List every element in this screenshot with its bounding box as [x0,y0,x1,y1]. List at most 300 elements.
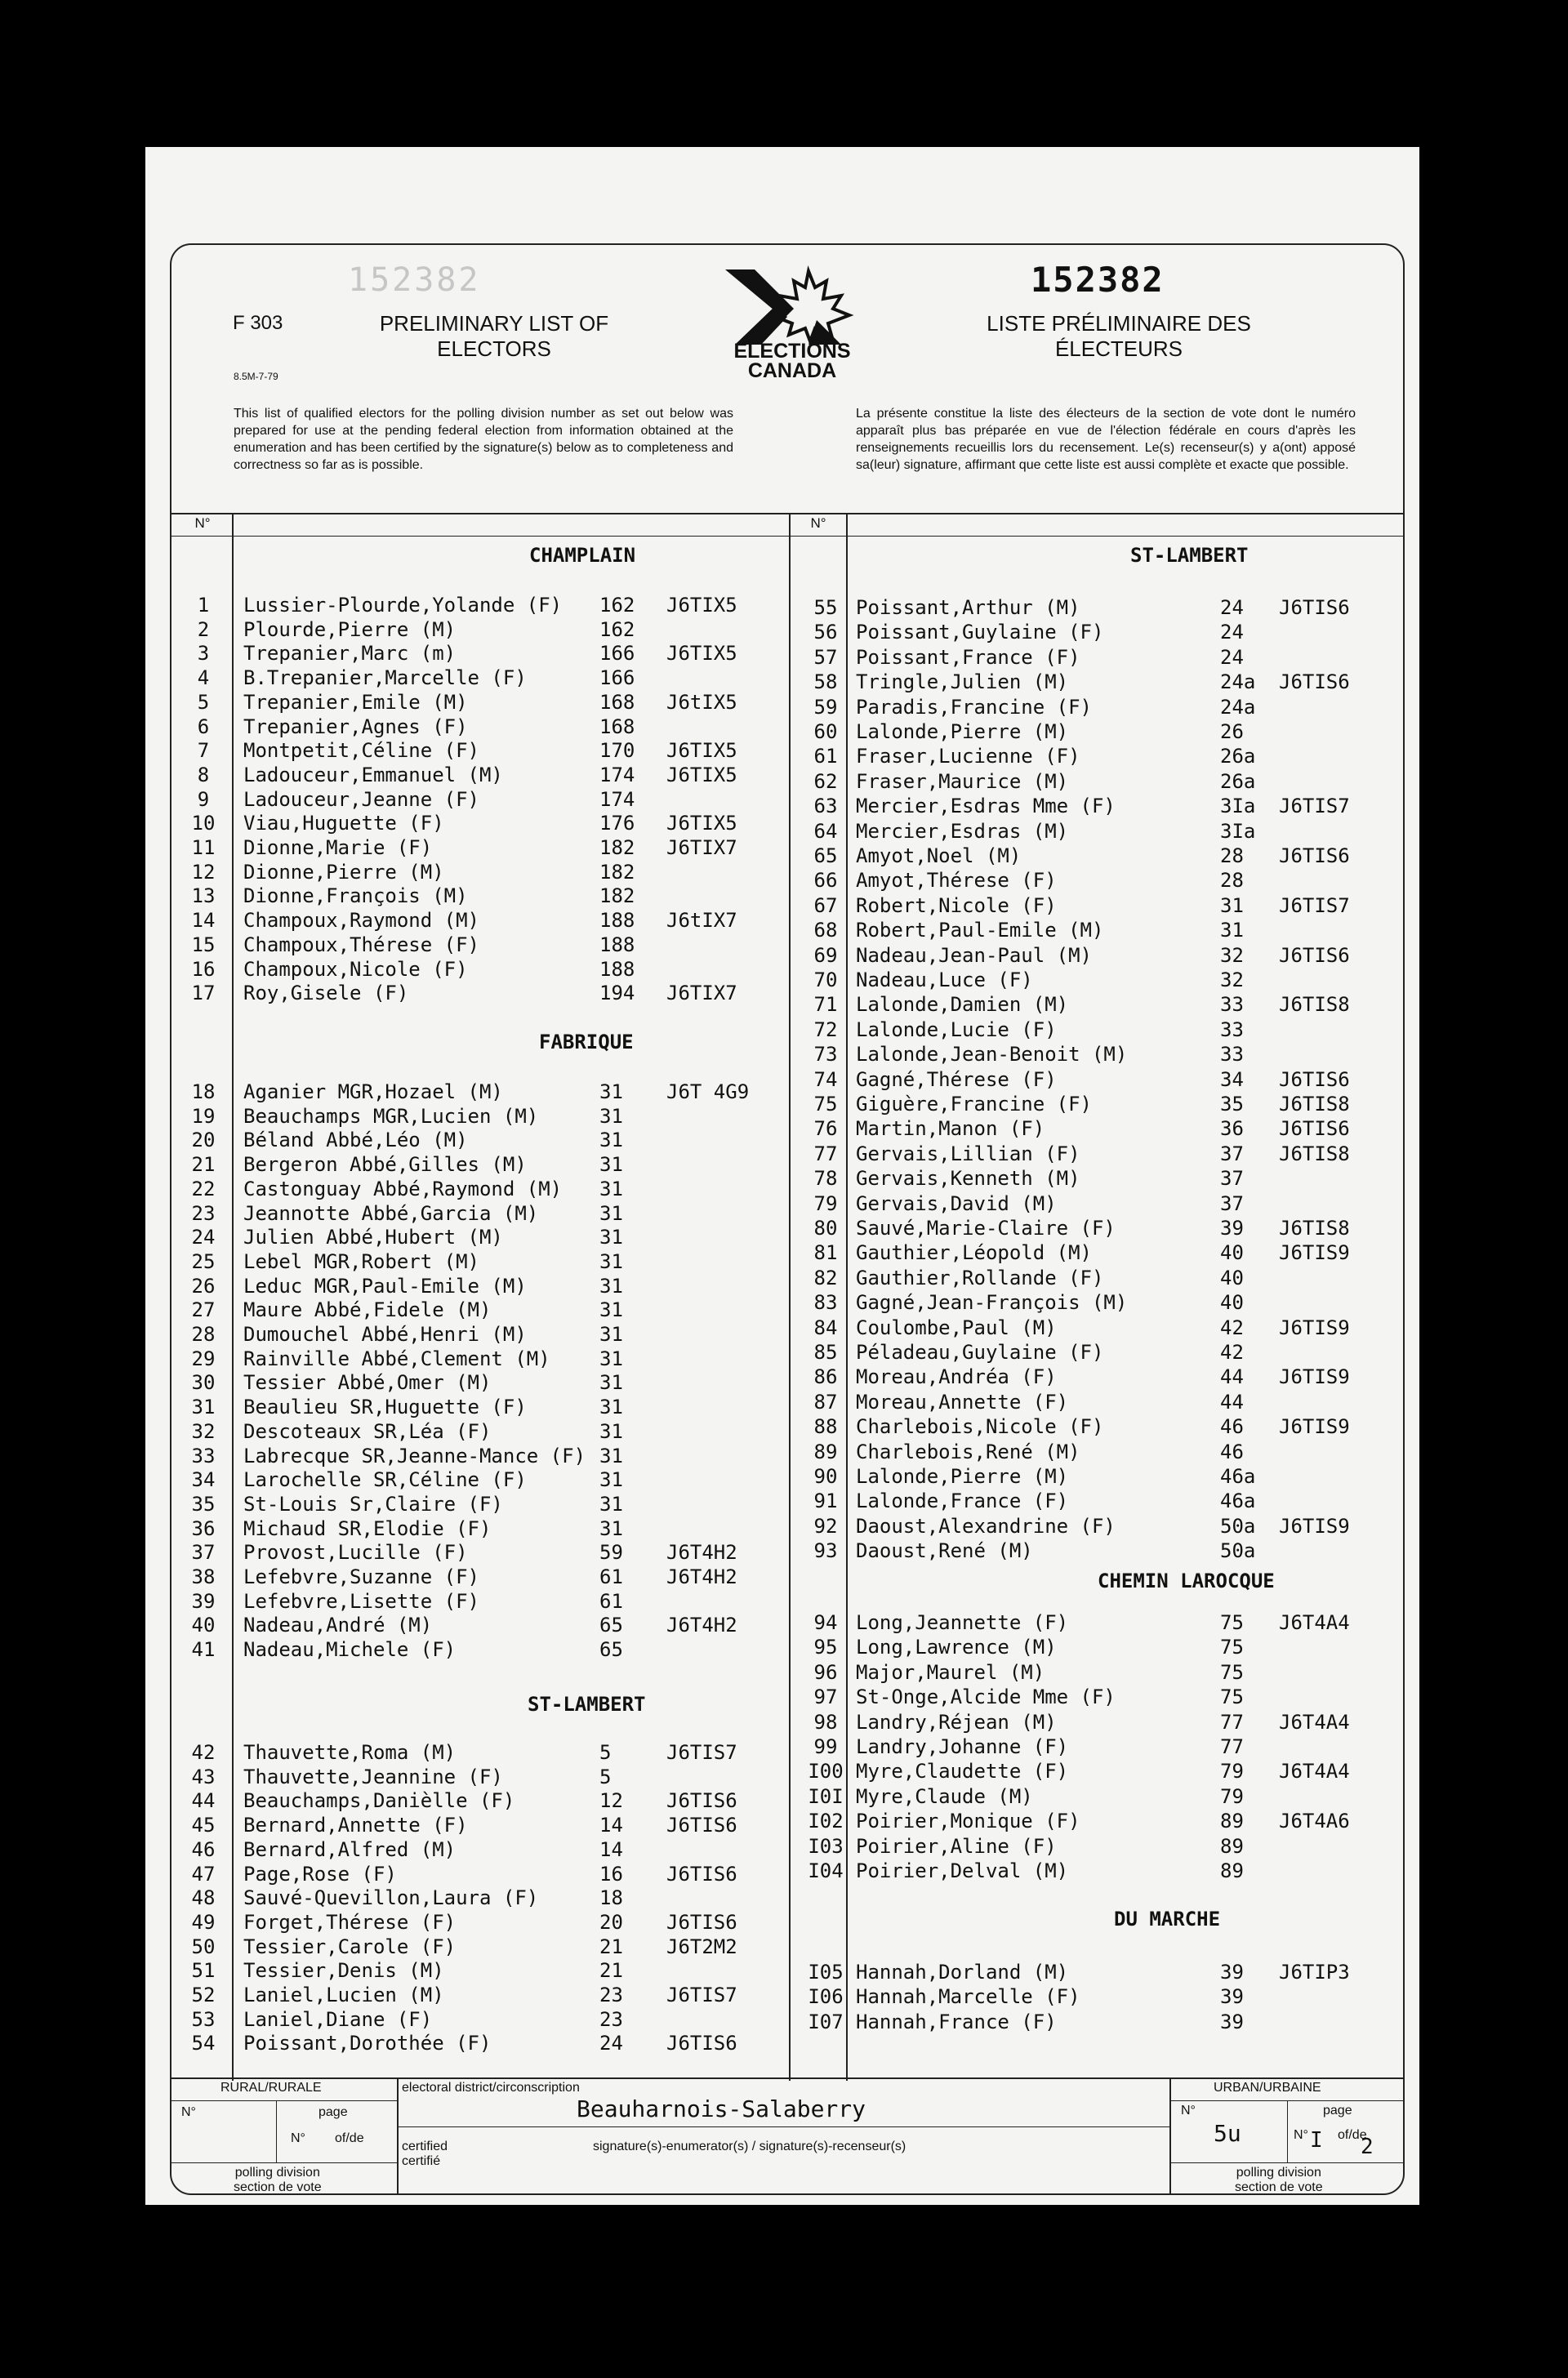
elector-number: 39 [191,1589,216,1613]
elector-address: 61 [599,1589,623,1613]
elector-address: 40 [1220,1241,1244,1265]
elector-name: Bernard,Annette (F) [243,1814,468,1837]
elector-name: Gauthier,Rollande (F) [856,1266,1104,1289]
elector-address: 182 [599,836,635,859]
elector-number: 82 [813,1266,838,1289]
col-no-right: N° [810,515,826,531]
elector-address: 166 [599,666,635,690]
elector-number: 83 [813,1291,838,1315]
elector-postal-code: J6T2M2 [666,1935,737,1958]
elector-address: 182 [599,884,635,908]
elector-number: 47 [191,1862,216,1886]
elector-address: 31 [599,1396,623,1419]
elector-address: 31 [599,1468,623,1492]
footer-rural-divider [397,2077,399,2195]
elector-name: Lebel MGR,Robert (M) [243,1249,479,1273]
elector-number: 8 [197,763,210,786]
elector-address: 31 [599,1444,623,1467]
elector-name: Béland Abbé,Léo (M) [243,1129,468,1152]
elector-address: 26a [1220,769,1256,793]
elector-number: 21 [191,1153,216,1177]
elector-number: 94 [813,1611,838,1634]
elector-address: 24a [1220,695,1256,719]
elector-address: 31 [1220,893,1244,917]
elector-number: 36 [191,1516,216,1540]
elector-name: Lalonde,Pierre (M) [856,1465,1069,1488]
elector-number: 58 [813,670,838,694]
elector-number: 2 [197,617,210,641]
elector-number: 27 [191,1298,216,1322]
elector-number: 19 [191,1104,216,1128]
elector-postal-code: J6TIS6 [1279,1117,1350,1141]
elector-address: 31 [599,1153,623,1177]
elector-name: Coulombe,Paul (M) [856,1316,1057,1339]
elector-number: 53 [191,2007,216,2031]
elector-address: 37 [1220,1142,1244,1165]
certified-label-1: certified [402,2140,448,2153]
elector-postal-code: J6TIS9 [1279,1514,1350,1538]
elector-address: 40 [1220,1291,1244,1315]
elector-address: 3Ia [1220,819,1256,843]
elector-address: 31 [599,1419,623,1443]
elector-number: 28 [191,1323,216,1346]
district-value: Beauharnois-Salaberry [577,2095,866,2122]
elector-number: 57 [813,645,838,669]
elector-address: 65 [599,1638,623,1662]
elector-number: 84 [813,1316,838,1339]
elector-name: Lalonde,Pierre (M) [856,720,1069,743]
section-title-st-lambert-left: ST-LAMBERT [528,1693,646,1716]
elector-name: Poissant,France (F) [856,645,1080,669]
elector-address: 31 [599,1129,623,1152]
urban-label: URBAN/URBAINE [1214,2081,1321,2095]
elector-number: 46 [191,1837,216,1861]
elector-number: 7 [197,739,210,763]
elector-number: 98 [813,1710,838,1734]
elector-number: 63 [813,795,838,818]
elector-name: Lefebvre,Suzanne (F) [243,1565,479,1588]
elector-name: Thauvette,Jeannine (F) [243,1765,503,1788]
elector-address: 75 [1220,1686,1244,1709]
elector-number: 23 [191,1201,216,1225]
elector-postal-code: J6TIX5 [666,739,737,763]
elector-address: 39 [1220,2010,1244,2033]
elector-address: 174 [599,787,635,811]
elector-number: 72 [813,1018,838,1041]
elector-name: Poirier,Aline (F) [856,1834,1057,1858]
elector-name: Trepanier,Emile (M) [243,690,468,714]
elector-number: 35 [191,1492,216,1516]
elector-postal-code: J6T4A6 [1279,1810,1350,1833]
elector-address: 59 [599,1541,623,1565]
elector-name: Amyot,Thérese (F) [856,869,1057,893]
footer-rural-rule [170,2100,397,2101]
footer-top-rule [170,2077,1405,2079]
elector-number: 99 [813,1735,838,1758]
form-date: 8.5M-7-79 [234,371,278,382]
elector-address: 170 [599,739,635,763]
urban-page-no-label: N° [1294,2128,1308,2142]
elector-address: 35 [1220,1093,1244,1116]
elector-name: Moreau,Annette (F) [856,1390,1069,1414]
elector-name: Lalonde,Jean-Benoit (M) [856,1043,1128,1067]
col-no-left: N° [194,515,211,531]
elector-postal-code: J6TIS9 [1279,1365,1350,1389]
urban-no-value: 5u [1214,2120,1241,2147]
elector-number: 56 [813,621,838,644]
elector-address: 65 [599,1614,623,1637]
elector-postal-code: J6T4A4 [1279,1611,1350,1634]
rural-label: RURAL/RURALE [220,2081,322,2095]
elector-address: 194 [599,982,635,1005]
elector-name: Gervais,Kenneth (M) [856,1167,1080,1191]
elector-name: Daoust,Alexandrine (F) [856,1514,1116,1538]
elector-number: 11 [191,836,216,859]
elector-name: Sauvé,Marie-Claire (F) [856,1217,1116,1240]
district-label: electoral district/circonscription [402,2081,580,2095]
elector-postal-code: J6TIS7 [1279,795,1350,818]
elector-number: 77 [813,1142,838,1165]
rural-page-of-label: of/de [335,2131,364,2145]
elector-postal-code: J6TIS8 [1279,1142,1350,1165]
footer-urban-divider [1169,2077,1171,2195]
elector-address: 46 [1220,1415,1244,1439]
elector-name: Michaud SR,Elodie (F) [243,1516,492,1540]
elector-name: Champoux,Nicole (F) [243,957,468,981]
elector-number: 9 [197,787,210,811]
elector-name: Provost,Lucille (F) [243,1541,468,1565]
elector-number: 59 [813,695,838,719]
elector-number: 43 [191,1765,216,1788]
elector-address: 24 [1220,621,1244,644]
elector-postal-code: J6TIS7 [1279,893,1350,917]
elector-name: Fraser,Lucienne (F) [856,745,1080,768]
urban-page-of-value: 2 [1361,2135,1374,2159]
urban-polling-label-1: polling division [1236,2166,1321,2180]
elector-name: Lussier-Plourde,Yolande (F) [243,594,563,617]
elector-postal-code: J6TIS7 [666,1984,737,2006]
logo-text [704,341,880,381]
elector-address: 182 [599,860,635,884]
certified-label-2: certifié [402,2154,441,2168]
elector-name: Laniel,Diane (F) [243,2007,433,2031]
elector-number: 89 [813,1440,838,1463]
elector-number: 18 [191,1080,216,1103]
elector-number: 95 [813,1636,838,1659]
elector-address: 50a [1220,1514,1256,1538]
elector-name: Hannah,France (F) [856,2010,1057,2033]
elector-name: B.Trepanier,Marcelle (F) [243,666,527,690]
elector-address: 39 [1220,1985,1244,2009]
title-fr [947,311,1290,362]
elector-address: 20 [599,1910,623,1934]
elector-name: Castonguay Abbé,Raymond (M) [243,1177,563,1200]
elector-address: 14 [599,1837,623,1861]
elector-name: Giguère,Francine (F) [856,1093,1092,1116]
elector-name: Robert,Paul-Emile (M) [856,919,1104,942]
elector-address: 31 [599,1201,623,1225]
elector-address: 14 [599,1814,623,1837]
elector-address: 75 [1220,1660,1244,1684]
elector-name: Trepanier,Agnes (F) [243,715,468,738]
elector-number: 16 [191,957,216,981]
elector-name: Dionne,François (M) [243,884,468,908]
elector-number: 33 [191,1444,216,1467]
elector-address: 16 [599,1862,623,1886]
elector-postal-code: J6TIS6 [1279,670,1350,694]
elector-number: 37 [191,1541,216,1565]
elector-postal-code: J6T 4G9 [666,1080,750,1103]
elector-name: Tessier,Carole (F) [243,1935,457,1958]
elector-postal-code: J6TIX5 [666,812,737,835]
elector-name: Gervais,David (M) [856,1191,1057,1215]
signature-label: signature(s)-enumerator(s) / signature(s)-recenseur(s) [593,2140,906,2153]
elector-address: 18 [599,1886,623,1910]
elector-address: 40 [1220,1266,1244,1289]
serial-ghost: 152382 [348,261,481,299]
elector-address: 36 [1220,1117,1244,1141]
elector-address: 23 [599,2007,623,2031]
elector-address: 26 [1220,720,1244,743]
elector-address: 188 [599,933,635,956]
elector-address: 31 [599,1371,623,1395]
elector-name: Paradis,Francine (F) [856,695,1092,719]
elector-name: Beaulieu SR,Huguette (F) [243,1396,527,1419]
elector-address: 31 [599,1177,623,1200]
certified-label [402,2140,448,2169]
elector-postal-code: J6T4A4 [1279,1760,1350,1784]
elector-name: Hannah,Marcelle (F) [856,1985,1080,2009]
elector-address: 61 [599,1565,623,1588]
elector-number: I0I [808,1784,844,1808]
elector-address: 168 [599,715,635,738]
elector-number: 15 [191,933,216,956]
elector-name: Myre,Claude (M) [856,1784,1033,1808]
elector-address: 26a [1220,745,1256,768]
elector-name: Landry,Réjean (M) [856,1710,1057,1734]
elector-name: Tessier,Denis (M) [243,1959,444,1983]
elector-name: Nadeau,Michele (F) [243,1638,457,1662]
elector-name: Poirier,Delval (M) [856,1859,1069,1882]
rural-no-label: N° [181,2105,196,2119]
elector-name: Poirier,Monique (F) [856,1810,1080,1833]
elector-name: Laniel,Lucien (M) [243,1984,444,2006]
elector-number: 80 [813,1217,838,1240]
elector-name: Julien Abbé,Hubert (M) [243,1226,503,1249]
elector-address: 46a [1220,1465,1256,1488]
elector-name: Gagné,Thérese (F) [856,1067,1057,1091]
elector-postal-code: J6TIS7 [666,1741,737,1764]
elector-postal-code: J6TIS6 [666,1789,737,1813]
elector-name: Mercier,Esdras Mme (F) [856,795,1116,818]
elector-name: Labrecque SR,Jeanne-Mance (F) [243,1444,586,1467]
elector-name: Sauvé-Quevillon,Laura (F) [243,1886,539,1910]
elector-postal-code: J6tIX7 [666,909,737,933]
elector-name: Nadeau,Luce (F) [856,969,1033,991]
elector-postal-code: J6TIP3 [1279,1961,1350,1984]
elector-address: 31 [1220,919,1244,942]
footer-urban-split [1287,2100,1288,2162]
elector-number: 30 [191,1371,216,1395]
elector-name: Dionne,Pierre (M) [243,860,444,884]
elector-number: I02 [808,1810,844,1833]
elector-name: Nadeau,Jean-Paul (M) [856,943,1092,967]
elector-address: 12 [599,1789,623,1813]
elector-number: 34 [191,1468,216,1492]
elector-name: Forget,Thérese (F) [243,1910,457,1934]
urban-page-no-value: I [1310,2128,1323,2153]
elector-number: 26 [191,1274,216,1298]
elector-name: Leduc MGR,Paul-Emile (M) [243,1274,527,1298]
elector-number: I05 [808,1961,844,1984]
elector-name: Thauvette,Roma (M) [243,1741,457,1764]
serial-number: 152382 [1031,260,1165,300]
elector-address: 50a [1220,1539,1256,1563]
footer-rural-bottom-rule [170,2162,397,2163]
elector-name: Larochelle SR,Céline (F) [243,1468,527,1492]
elector-postal-code: J6TIS9 [1279,1415,1350,1439]
elector-name: Hannah,Dorland (M) [856,1961,1069,1984]
elector-postal-code: J6tIX5 [666,690,737,714]
elector-address: 37 [1220,1191,1244,1215]
elector-address: 42 [1220,1316,1244,1339]
elector-name: Dionne,Marie (F) [243,836,433,859]
elector-name: Jeannotte Abbé,Garcia (M) [243,1201,539,1225]
elector-address: 32 [1220,943,1244,967]
elector-address: 28 [1220,869,1244,893]
logo-line2: CANADA [747,359,837,382]
elector-name: Lefebvre,Lisette (F) [243,1589,479,1613]
elector-name: Charlebois,Nicole (F) [856,1415,1104,1439]
elector-address: 75 [1220,1636,1244,1659]
elector-address: 46a [1220,1490,1256,1513]
elector-number: I06 [808,1985,844,2009]
footer-district-rule [397,2126,1169,2127]
rural-polling-label-2: section de vote [234,2180,322,2194]
elector-address: 77 [1220,1735,1244,1758]
elector-address: 28 [1220,844,1244,867]
rural-polling-label [234,2166,322,2195]
elector-number: 74 [813,1067,838,1091]
elector-number: 85 [813,1341,838,1364]
elector-name: Page,Rose (F) [243,1862,397,1886]
elector-number: 4 [197,666,210,690]
elector-postal-code: J6TIX5 [666,594,737,617]
elector-name: Maure Abbé,Fidele (M) [243,1298,492,1322]
elector-postal-code: J6T4H2 [666,1565,737,1588]
elector-number: I04 [808,1859,844,1882]
elector-postal-code: J6TIS6 [1279,943,1350,967]
elector-postal-code: J6TIX5 [666,763,737,786]
elector-address: 33 [1220,1018,1244,1041]
elector-name: Landry,Johanne (F) [856,1735,1069,1758]
elector-number: 96 [813,1660,838,1684]
elector-name: Mercier,Esdras (M) [856,819,1069,843]
intro-text-fr: La présente constitue la liste des électeurs de la section de vote dont le numéro apparaît plus bas préparée en vue de l'élection fédérale en cours d'après les renseignements recueillis lors du recensement. Le(s) recenseur(s) y a(ont) apposé sa(leur) signature, affirmant que cette liste est aussi complète et exacte que possible. [856,407,1356,472]
elector-number: 97 [813,1686,838,1709]
elector-number: 79 [813,1191,838,1215]
elector-address: 75 [1220,1611,1244,1634]
title-fr-line1: LISTE PRÉLIMINAIRE DES [987,311,1251,336]
elector-address: 33 [1220,993,1244,1017]
elector-address: 21 [599,1935,623,1958]
elector-address: 37 [1220,1167,1244,1191]
elector-number: 62 [813,769,838,793]
form-number: F 303 [233,312,283,334]
elector-number: 55 [813,596,838,619]
title-en-line1: PRELIMINARY LIST OF [379,311,609,336]
elector-name: Ladouceur,Emmanuel (M) [243,763,503,786]
elector-name: Robert,Nicole (F) [856,893,1057,917]
elector-number: 42 [191,1741,216,1764]
elector-address: 166 [599,642,635,666]
elector-address: 33 [1220,1043,1244,1067]
section-title-champlain: CHAMPLAIN [529,544,636,567]
elector-name: Long,Lawrence (M) [856,1636,1057,1659]
elector-number: 65 [813,844,838,867]
elector-number: I07 [808,2010,844,2033]
elector-number: 20 [191,1129,216,1152]
elector-address: 42 [1220,1341,1244,1364]
elector-number: I00 [808,1760,844,1784]
elector-postal-code: J6TIS9 [1279,1316,1350,1339]
elector-number: 29 [191,1347,216,1370]
elector-postal-code: J6TIS8 [1279,1093,1350,1116]
footer-urban-bottom-rule [1169,2162,1405,2163]
rural-polling-label-1: polling division [234,2166,320,2180]
elector-number: 12 [191,860,216,884]
elector-name: Lalonde,Lucie (F) [856,1018,1057,1041]
elector-number: 14 [191,909,216,933]
elector-name: Major,Maurel (M) [856,1660,1045,1684]
elector-number: 92 [813,1514,838,1538]
elector-postal-code: J6TIS6 [666,1910,737,1934]
elector-address: 24a [1220,670,1256,694]
elector-number: 48 [191,1886,216,1910]
elector-number: 93 [813,1539,838,1563]
elector-address: 89 [1220,1859,1244,1882]
elector-address: 39 [1220,1961,1244,1984]
elector-postal-code: J6TIS6 [666,1862,737,1886]
elector-number: 61 [813,745,838,768]
elector-address: 31 [599,1226,623,1249]
elector-postal-code: J6TIS8 [1279,993,1350,1017]
elector-address: 31 [599,1080,623,1103]
elector-number: 49 [191,1910,216,1934]
elector-address: 24 [599,2032,623,2055]
urban-polling-label [1235,2166,1323,2195]
elector-postal-code: J6T4A4 [1279,1710,1350,1734]
elector-number: 38 [191,1565,216,1588]
elector-number: 87 [813,1390,838,1414]
elector-number: 24 [191,1226,216,1249]
elector-number: 44 [191,1789,216,1813]
urban-polling-label-2: section de vote [1235,2180,1323,2194]
elector-postal-code: J6TIS6 [1279,844,1350,867]
elector-name: Trepanier,Marc (m) [243,642,457,666]
elector-address: 3Ia [1220,795,1256,818]
elector-name: Tessier Abbé,Omer (M) [243,1371,492,1395]
elector-number: 25 [191,1249,216,1273]
elector-name: Myre,Claudette (F) [856,1760,1069,1784]
elector-address: 24 [1220,596,1244,619]
elector-name: Daoust,René (M) [856,1539,1033,1563]
elector-number: 76 [813,1117,838,1141]
elector-name: Martin,Manon (F) [856,1117,1045,1141]
logo-line1: ELECTIONS [733,340,851,363]
rural-page-no-label: N° [291,2131,305,2145]
elector-address: 24 [1220,645,1244,669]
